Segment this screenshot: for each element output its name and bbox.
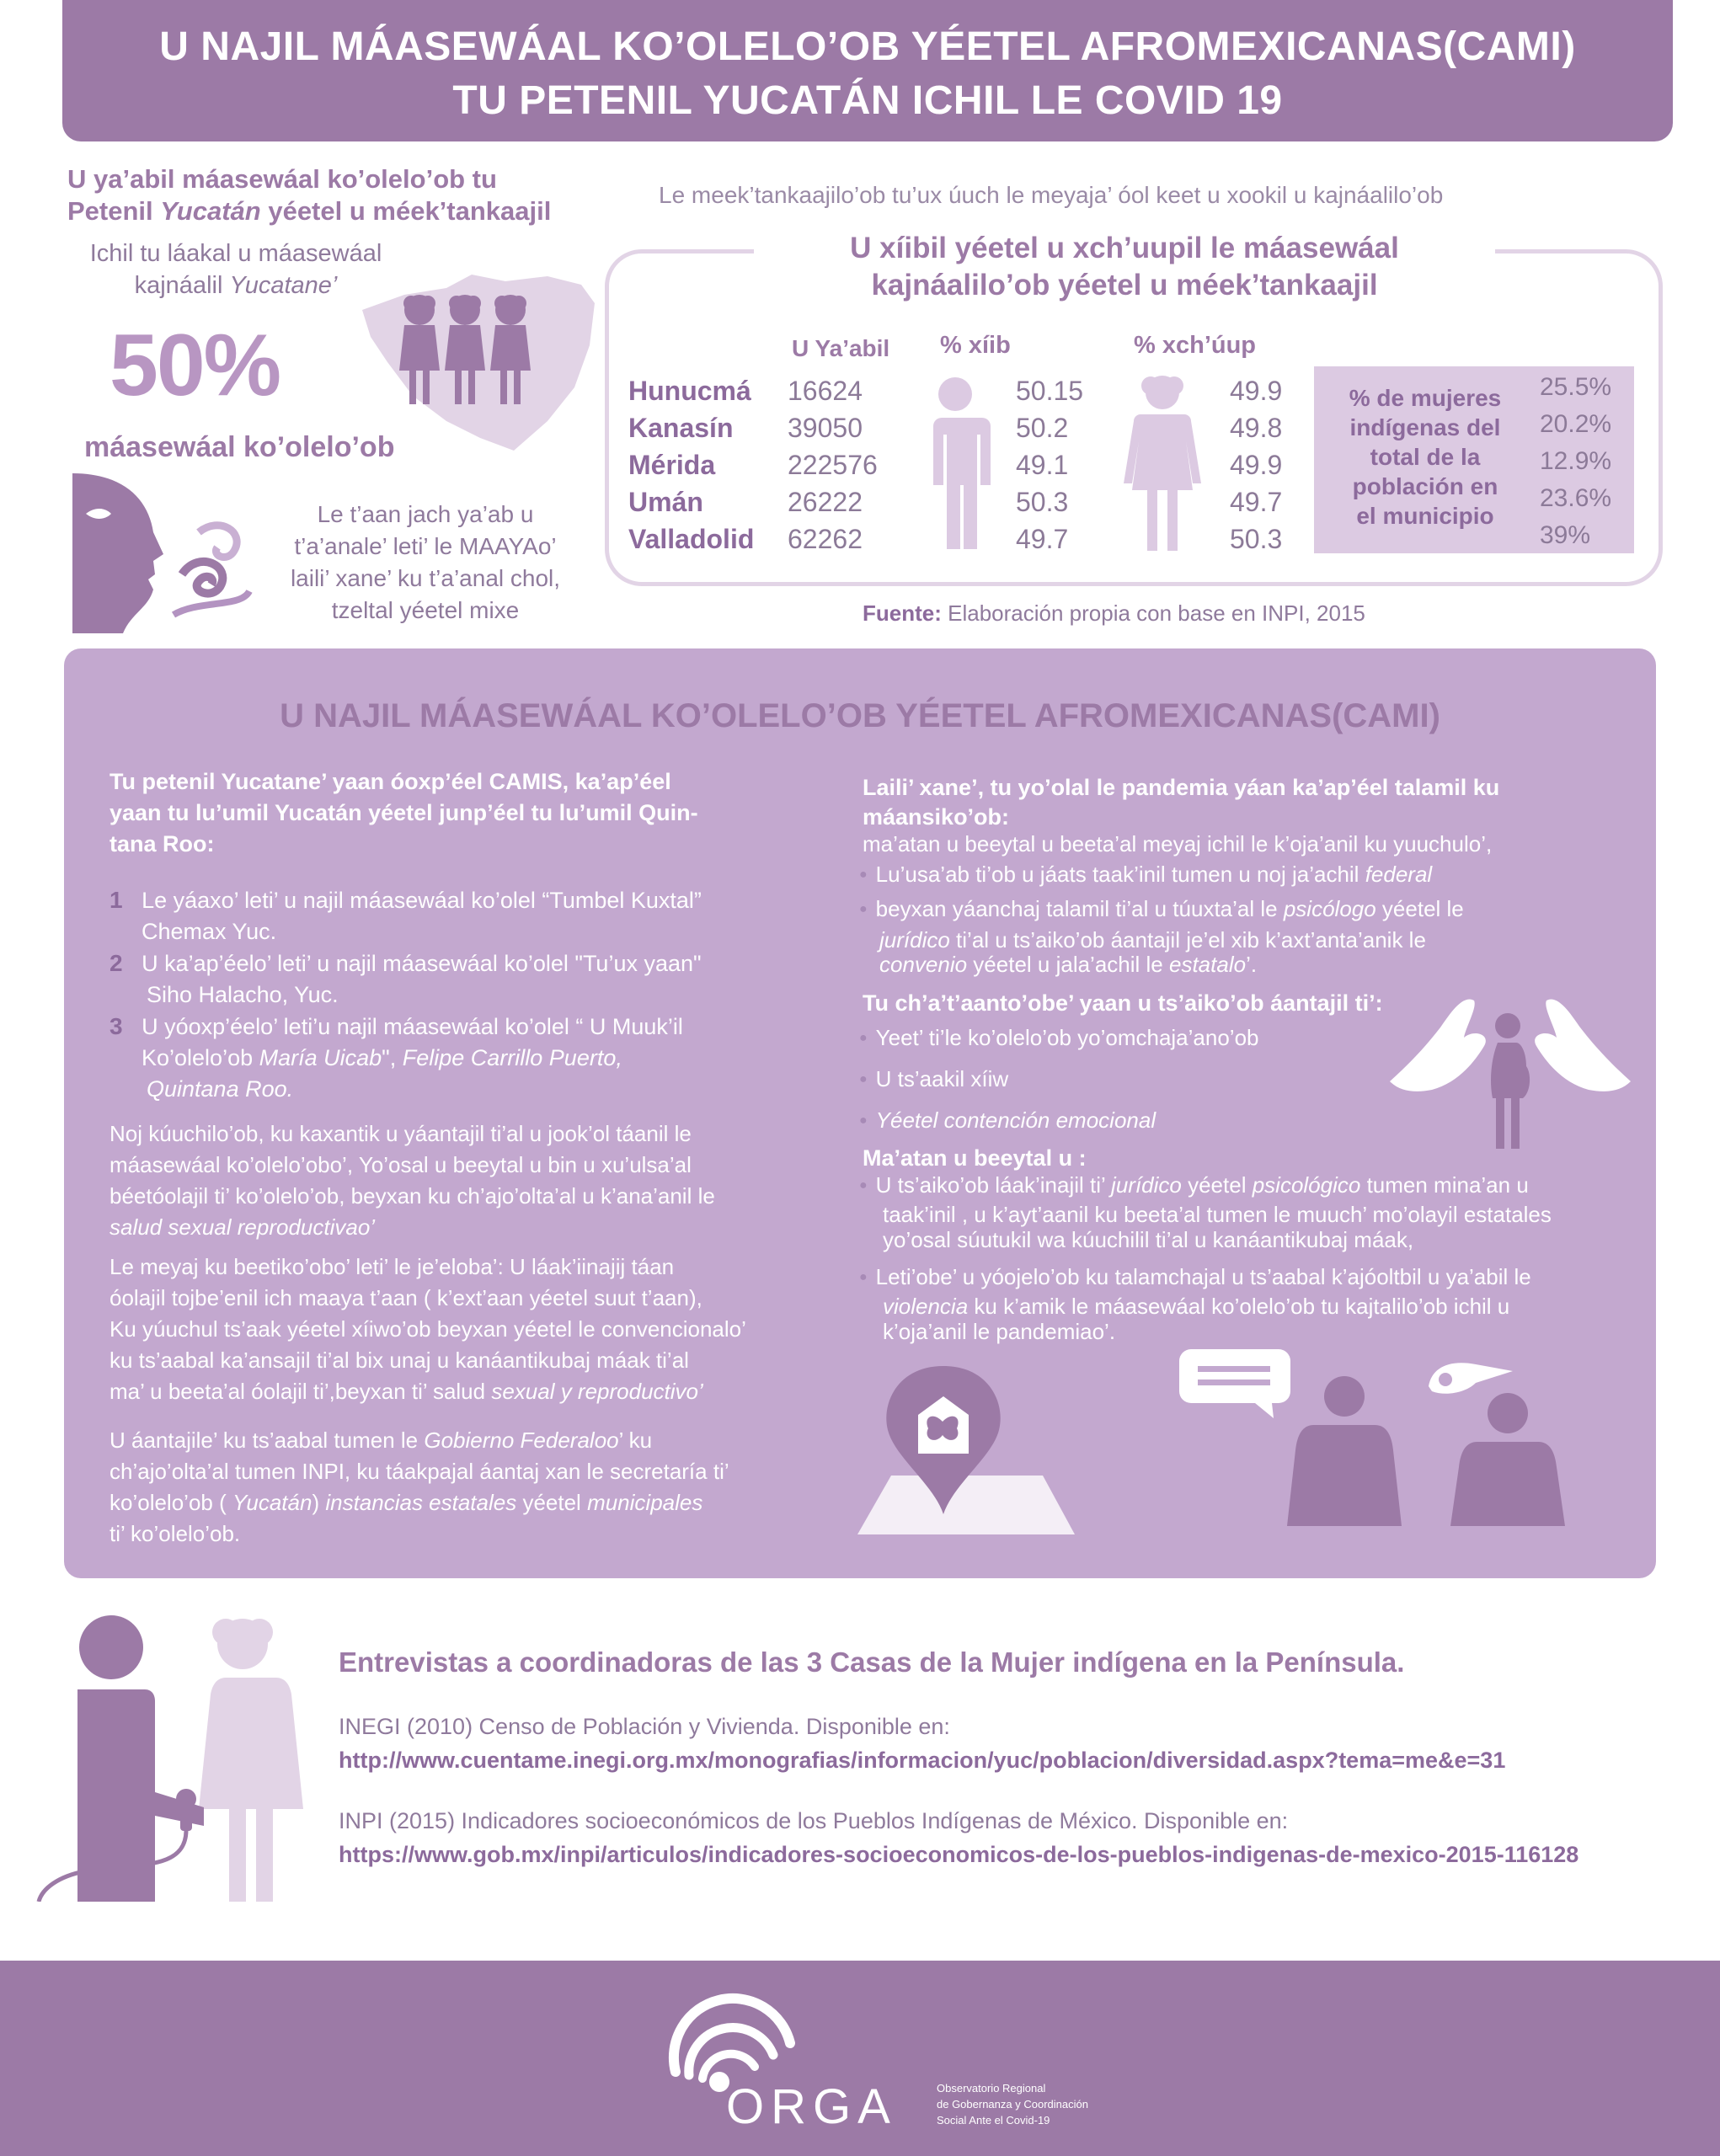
table-title: U xíibil yéetel u xch’uupil le máasewáal kajnáalilo’ob yéetel u méek’tankaajil bbox=[754, 230, 1495, 304]
map-pin-icon bbox=[857, 1366, 1078, 1540]
population-value: 62262 bbox=[788, 524, 863, 554]
col-header-men: % xíib bbox=[940, 332, 1011, 359]
right-bullets-3: ● U ts’aiko’ob láak’inajil ti’ jurídico yéetel psicológico tumen mina’an u taak’inil , u k’ayt’aanil ku beeta’al tumen le muuch’ mo’olayil estatales yo’osal súutukil wa kúuchilil ti’al u kanáantikubaj máak, ● Leti’obe’ u yóojelo’ob ku talamchajal u ts’aabal k’ajóoltbil u ya’abil le violencia ku k’amik le máasewáal ko’olelo’ob tu kajtalilo’ob ichil u k’oja’anil le pandemiao’. bbox=[859, 1172, 1634, 1344]
header-banner bbox=[62, 0, 1673, 141]
speech-text: Le t’aan jach ya’ab u t’a’anale’ leti’ le MAAYAo’ laili’ xane’ ku t’a’anal chol, tzeltal yéetel mixe bbox=[290, 501, 561, 623]
list-item: ● Leti’obe’ u yóojelo’ob ku talamchajal u ts’aabal k’ajóoltbil u ya’abil le bbox=[859, 1264, 1634, 1294]
table-women bbox=[1230, 372, 1282, 558]
men-value: 50.3 bbox=[1016, 487, 1069, 517]
col-header-women: % xch’úup bbox=[1134, 332, 1257, 359]
orga-subtitle: Observatorio Regional de Gobernanza y Coordinación Social Ante el Covid-19 bbox=[937, 2082, 1088, 2127]
table-row: Umán bbox=[628, 487, 703, 517]
cami-list: 1 Le yáaxo’ leti’ u najil máasewáal ko’olel “Tumbel Kuxtal” Chemax Yuc. 2 U ka’ap’éelo’ leti’ u najil máasewáal ko’olel "Tu’ux yaan" Siho Halacho, Yuc. 3 U yóoxp’éelo’ leti’u najil máasewáal ko’olel “ U Muuk’il Ko’olelo’ob María Uicab", Felipe Carrillo Puerto, Quintana Roo. bbox=[110, 884, 792, 1105]
women-value: 49.8 bbox=[1230, 413, 1283, 443]
pct-value: 25.5% bbox=[1540, 373, 1612, 401]
list-item: 2 U ka’ap’éelo’ leti’ u najil máasewáal ko’olel "Tu’ux yaan" bbox=[110, 950, 702, 976]
list-item: 1 Le yáaxo’ leti’ u najil máasewáal ko’olel “Tumbel Kuxtal” bbox=[110, 887, 702, 913]
women-value: 49.9 bbox=[1230, 450, 1283, 480]
panel-title: U NAJIL MÁASEWÁAL KO’OLELO’OB YÉETEL AFROMEXICANAS(CAMI) bbox=[280, 697, 1440, 734]
header-title-line2: TU PETENIL YUCATÁN ICHIL LE COVID 19 bbox=[452, 78, 1283, 123]
women-value: 50.3 bbox=[1230, 524, 1283, 554]
women-value: 49.9 bbox=[1230, 376, 1283, 406]
table-names bbox=[628, 372, 754, 558]
women-talking-icon bbox=[1179, 1349, 1584, 1526]
pct-value: 39% bbox=[1540, 521, 1591, 549]
men-value: 50.2 bbox=[1016, 413, 1069, 443]
inpi-link[interactable]: https://www.gob.mx/inpi/articulos/indicadores-socioeconomicos-de-los-pueblos-indigenas-de-mexico-2015-116128 bbox=[339, 1842, 1579, 1867]
table-men bbox=[1016, 372, 1083, 558]
right-bullets-1: ● Lu’usa’ab ti’ob u jáats taak’inil tumen u noj ja’achil federal ● beyxan yáanchaj talamil ti’al u túuxta’al le psicólogo yéetel le jurídico ti’al u ts’aiko’ob áantajil je’el xib k’axt’anta’anik le convenio yéetel u jala’achil le estatalo’. bbox=[859, 859, 1626, 977]
list-item: 3 U yóoxp’éelo’ leti’u najil máasewáal ko’olel “ U Muuk’il bbox=[110, 1013, 683, 1039]
right-heading-2: Tu ch’a’t’aanto’obe’ yaan u ts’aiko’ob áantajil ti’: bbox=[863, 990, 1383, 1016]
population-value: 39050 bbox=[788, 413, 863, 443]
table-row: Valladolid bbox=[628, 524, 755, 554]
source-note: Fuente: Elaboración propia con base en INPI, 2015 bbox=[863, 600, 1365, 626]
panel-para-2: Le meyaj ku beetiko’obo’ leti’ le je’eloba’: U láak’iinajij táan óolajil tojbe’enil ich maaya t’aan ( k’ext’aan yéetel suut t’aan), Ku yúuchul ts’aak yéetel xíiwo’ob beyxan yéetel le convencionalo’ ku ts’aabal ka’ansajil ti’al bix unaj u kanáantikubaj máak ti’al ma’ u beeta’al óolajil ti’,beyxan ti’ salud sexual y reproductivo’ bbox=[110, 1254, 746, 1404]
orga-logo-text: ORGA bbox=[726, 2079, 897, 2134]
interview-illustration-icon bbox=[34, 1610, 312, 1902]
pct-value: 20.2% bbox=[1540, 410, 1612, 438]
table-row: Kanasín bbox=[628, 413, 734, 443]
table-row: Mérida bbox=[628, 450, 716, 480]
right-intro-line: ma’atan u beeytal u beeta’al meyaj ichil le k’oja’anil ku yuuchulo’, bbox=[863, 831, 1493, 857]
population-value: 26222 bbox=[788, 487, 863, 517]
right-bullets-2 bbox=[859, 1019, 1398, 1143]
right-heading-1: Laili’ xane’, tu yo’olal le pandemia yáan ka’ap’éel talamil ku máansiko’ob: bbox=[863, 775, 1500, 830]
interviews-title: Entrevistas a coordinadoras de las 3 Casas de la Mujer indígena en la Península. bbox=[339, 1646, 1405, 1678]
indigenous-women-label: máasewáal ko’olelo’ob bbox=[84, 431, 395, 463]
list-item: ● Yeet’ ti’le ko’olelo’ob yo’omchaja’ano’ob bbox=[859, 1019, 1398, 1060]
men-value: 50.15 bbox=[1016, 376, 1084, 406]
intro-title: U ya’abil máasewáal ko’olelo’ob tu Petenil Yucatán yéetel u méek’tankaajil bbox=[67, 164, 552, 226]
pct-value: 23.6% bbox=[1540, 484, 1612, 512]
women-value: 49.7 bbox=[1230, 487, 1283, 517]
protecting-hands-icon bbox=[1390, 990, 1631, 1167]
inegi-link[interactable]: http://www.cuentame.inegi.org.mx/monografias/informacion/yuc/poblacion/diversidad.aspx?tema=me&e=31 bbox=[339, 1748, 1506, 1773]
population-value: 16624 bbox=[788, 376, 863, 406]
intro-subtitle: Ichil tu láakal u máasewáal kajnáalil Yucatane’ bbox=[89, 240, 382, 299]
col-header-population: U Ya’abil bbox=[792, 335, 890, 361]
pct-value: 12.9% bbox=[1540, 447, 1612, 475]
man-icon bbox=[916, 376, 994, 549]
list-item: ● U ts’aiko’ob láak’inajil ti’ jurídico yéetel psicológico tumen mina’an u bbox=[859, 1172, 1634, 1202]
panel-left-intro: Tu petenil Yucatane’ yaan óoxp’éel CAMIS, ka’ap’éel yaan tu lu’umil Yucatán yéetel junp’éel tu lu’umil Quin- tana Roo: bbox=[110, 769, 698, 857]
panel-para-3: U áantajile’ ku ts’aabal tumen le Gobierno Federaloo’ ku ch’ajo’olta’al tumen INPI, ku táakpajal áantaj xan le secretaría ti’ ko’olelo’ob ( Yucatán) instancias estatales yéetel municipales ti’ ko’olelo’ob. bbox=[110, 1428, 729, 1546]
list-item: ● Lu’usa’ab ti’ob u jáats taak’inil tumen u noj ja’achil federal bbox=[859, 859, 1626, 894]
list-item: ● U ts’aakil xíiw bbox=[859, 1060, 1398, 1102]
list-item: ● Yéetel contención emocional bbox=[859, 1102, 1398, 1143]
header-title-line1: U NAJIL MÁASEWÁAL KO’OLELO’OB YÉETEL AFROMEXICANAS(CAMI) bbox=[159, 24, 1576, 69]
panel-para-1: Noj kúuchilo’ob, ku kaxantik u yáantajil ti’al u jook’ol táanil le máasewáal ko’olelo’obo’, Yo’osal u beeytal u bin u xu’ulsa’al béetóolajil ti’ ko’olelo’ob, beyxan ku ch’ajo’olta’al u k’ana’anil le salud sexual reproductivao’ bbox=[110, 1121, 715, 1240]
reference-inegi: INEGI (2010) Censo de Población y Vivienda. Disponible en: http://www.cuentame.inegi.org.mx/monografias/informacion/yuc/poblacion/diversidad.aspx?tema=me&e=31 bbox=[339, 1710, 1505, 1777]
woman-icon bbox=[1120, 372, 1205, 551]
indigenous-pct-label: % de mujeres indígenas del total de la población en el municipio bbox=[1349, 385, 1502, 529]
men-value: 49.1 bbox=[1016, 450, 1069, 480]
speaking-face-icon bbox=[72, 473, 275, 633]
table-row: Hunucmá bbox=[628, 376, 751, 406]
list-item: ● beyxan yáanchaj talamil ti’al u túuxta’al le psicólogo yéetel le bbox=[859, 894, 1626, 928]
population-value: 222576 bbox=[788, 450, 878, 480]
men-value: 49.7 bbox=[1016, 524, 1069, 554]
municipalities-note: Le meek’tankaajilo’ob tu’ux úuch le meyaja’ óol keet u xookil u kajnáalilo’ob bbox=[659, 182, 1444, 208]
right-heading-3: Ma’atan u beeytal u : bbox=[863, 1145, 1087, 1171]
reference-inpi: INPI (2015) Indicadores socioeconómicos de los Pueblos Indígenas de México. Disponible en: https://www.gob.mx/inpi/articulos/indicadores-socioeconomicos-de-los-pueblos-indigenas-de-mexico-2015-116128 bbox=[339, 1804, 1578, 1871]
big-percent: 50% bbox=[110, 317, 280, 414]
table-population bbox=[788, 372, 878, 558]
